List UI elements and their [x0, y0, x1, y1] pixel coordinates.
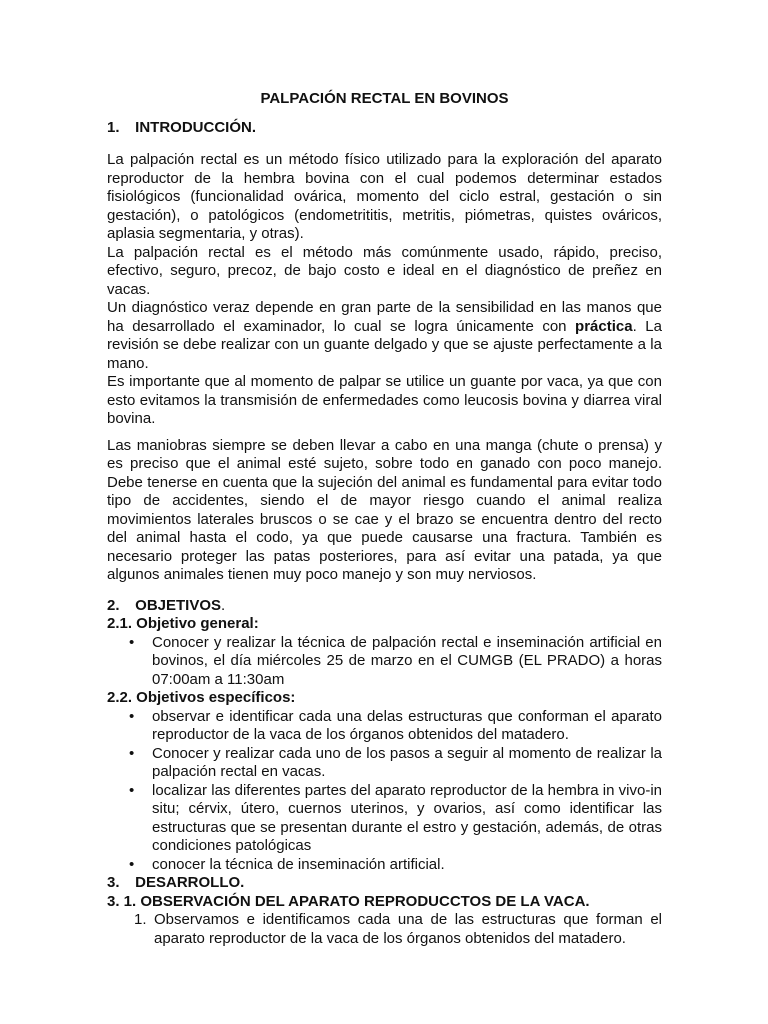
- specific-objectives-list: [107, 708, 662, 875]
- section-3-1-heading: 3. 1. OBSERVACIÓN DEL APARATO REPRODUCCTOS DE LA VACA.: [107, 892, 590, 910]
- step-text: Observamos e identificamos cada una de las estructuras que forman el aparato reproductor de la vaca de los órganos obtenidos del matadero.: [154, 911, 662, 947]
- intro-paragraph-4: Es importante que al momento de palpar se utilice un guante por vaca, ya que con esto evitamos la transmisión de enfermedades como leucosis bovina y diarrea viral bovina.: [107, 373, 662, 427]
- specific-objective-text: observar e identificar cada una delas estructuras que conforman el aparato reproductor de la vaca de los órganos obtenidos del matadero.: [152, 707, 662, 743]
- intro-paragraph-3: [107, 299, 662, 373]
- step-number: 1.: [134, 911, 147, 928]
- intro-paragraph-3-end: . La revisión se debe realizar con un guante delgado y que se ajuste perfectamente a la mano.: [107, 317, 662, 372]
- list-item: [107, 708, 662, 745]
- intro-paragraph-5: Las maniobras siempre se deben llevar a cabo en una manga (chute o prensa) y es preciso que el animal esté sujeto, sobre todo en ganado con poco manejo. Debe tenerse en cuenta que la sujeción del animal es fundamental para evitar todo tipo de accidentes, siendo el de mayor riesgo cuando el animal realiza movimientos laterales bruscos o se cae y el brazo se encuentra dentro del recto del animal hasta el codo, ya que puede causarse una fractura. También es necesario proteger las patas posteriores, para así evitar una patada, ya que algunos animales tienen muy poco manejo y son muy nerviosos.: [107, 436, 662, 583]
- intro-paragraph-3-bold: práctica: [575, 317, 633, 335]
- section-2-title: OBJETIVOS: [135, 596, 222, 614]
- bullet-icon: •: [129, 855, 135, 873]
- intro-paragraph-3-start: Un diagnóstico veraz depende en gran parte de la sensibilidad en las manos que ha desarrollado el examinador, lo cual se logra únicamente con: [107, 299, 662, 335]
- specific-objective-text: Conocer y realizar cada uno de los pasos a seguir al momento de realizar la palpación rectal en vacas.: [152, 744, 662, 780]
- specific-objectives-heading: 2.2. Objetivos específicos:: [107, 689, 296, 706]
- development-steps-list: [107, 911, 662, 948]
- general-objective-text: Conocer y realizar la técnica de palpación rectal e inseminación artificial en bovinos, el día miércoles 25 de marzo en el CUMGB (EL PRADO) a horas 07:00am a 11:30am: [152, 633, 662, 688]
- bullet-icon: •: [129, 781, 135, 799]
- list-item: [107, 856, 662, 875]
- section-1-number: 1.: [107, 118, 120, 136]
- section-2-heading: [107, 597, 662, 616]
- intro-paragraph-2: La palpación rectal es el método más comúnmente usado, rápido, preciso, efectivo, seguro, precoz, de bajo costo e ideal en el diagnóstico de preñez en vacas.: [107, 243, 662, 298]
- list-item: [107, 782, 662, 856]
- list-item: [107, 911, 662, 948]
- section-2-number: 2.: [107, 596, 120, 614]
- list-item: [107, 634, 662, 690]
- section-3-title: DESARROLLO.: [135, 874, 245, 891]
- section-3-number: 3.: [107, 874, 120, 891]
- section-1-title: INTRODUCCIÓN.: [135, 118, 256, 136]
- specific-objective-text: conocer la técnica de inseminación artificial.: [152, 855, 445, 873]
- specific-objective-text: localizar las diferentes partes del aparato reproductor de la hembra in vivo-in situ; cérvix, útero, cuernos uterinos, y ovarios, así como identificar las estructuras que se presentan durante el estro y gestación, además, de otras condiciones patológicas: [152, 781, 662, 854]
- section-2-title-period: .: [221, 596, 226, 614]
- section-1-heading: [107, 119, 662, 138]
- section-3-heading: [107, 874, 662, 893]
- intro-paragraph-1: La palpación rectal es un método físico utilizado para la exploración del aparato reproductor de la hembra bovina con el cual podemos determinar estados fisiológicos (funcionalidad ovárica, momento del ciclo estral, gestación o sin gestación), o patológicos (endometrititis, metritis, piómetras, quistes ováricos, aplasia segmentaria, y otras).: [107, 151, 662, 242]
- list-item: [107, 745, 662, 782]
- general-objective-list: [107, 634, 662, 690]
- bullet-icon: •: [129, 744, 135, 762]
- document-title: PALPACIÓN RECTAL EN BOVINOS: [260, 90, 509, 107]
- bullet-icon: •: [129, 633, 135, 651]
- bullet-icon: •: [129, 707, 135, 725]
- general-objective-heading: 2.1. Objetivo general:: [107, 615, 259, 632]
